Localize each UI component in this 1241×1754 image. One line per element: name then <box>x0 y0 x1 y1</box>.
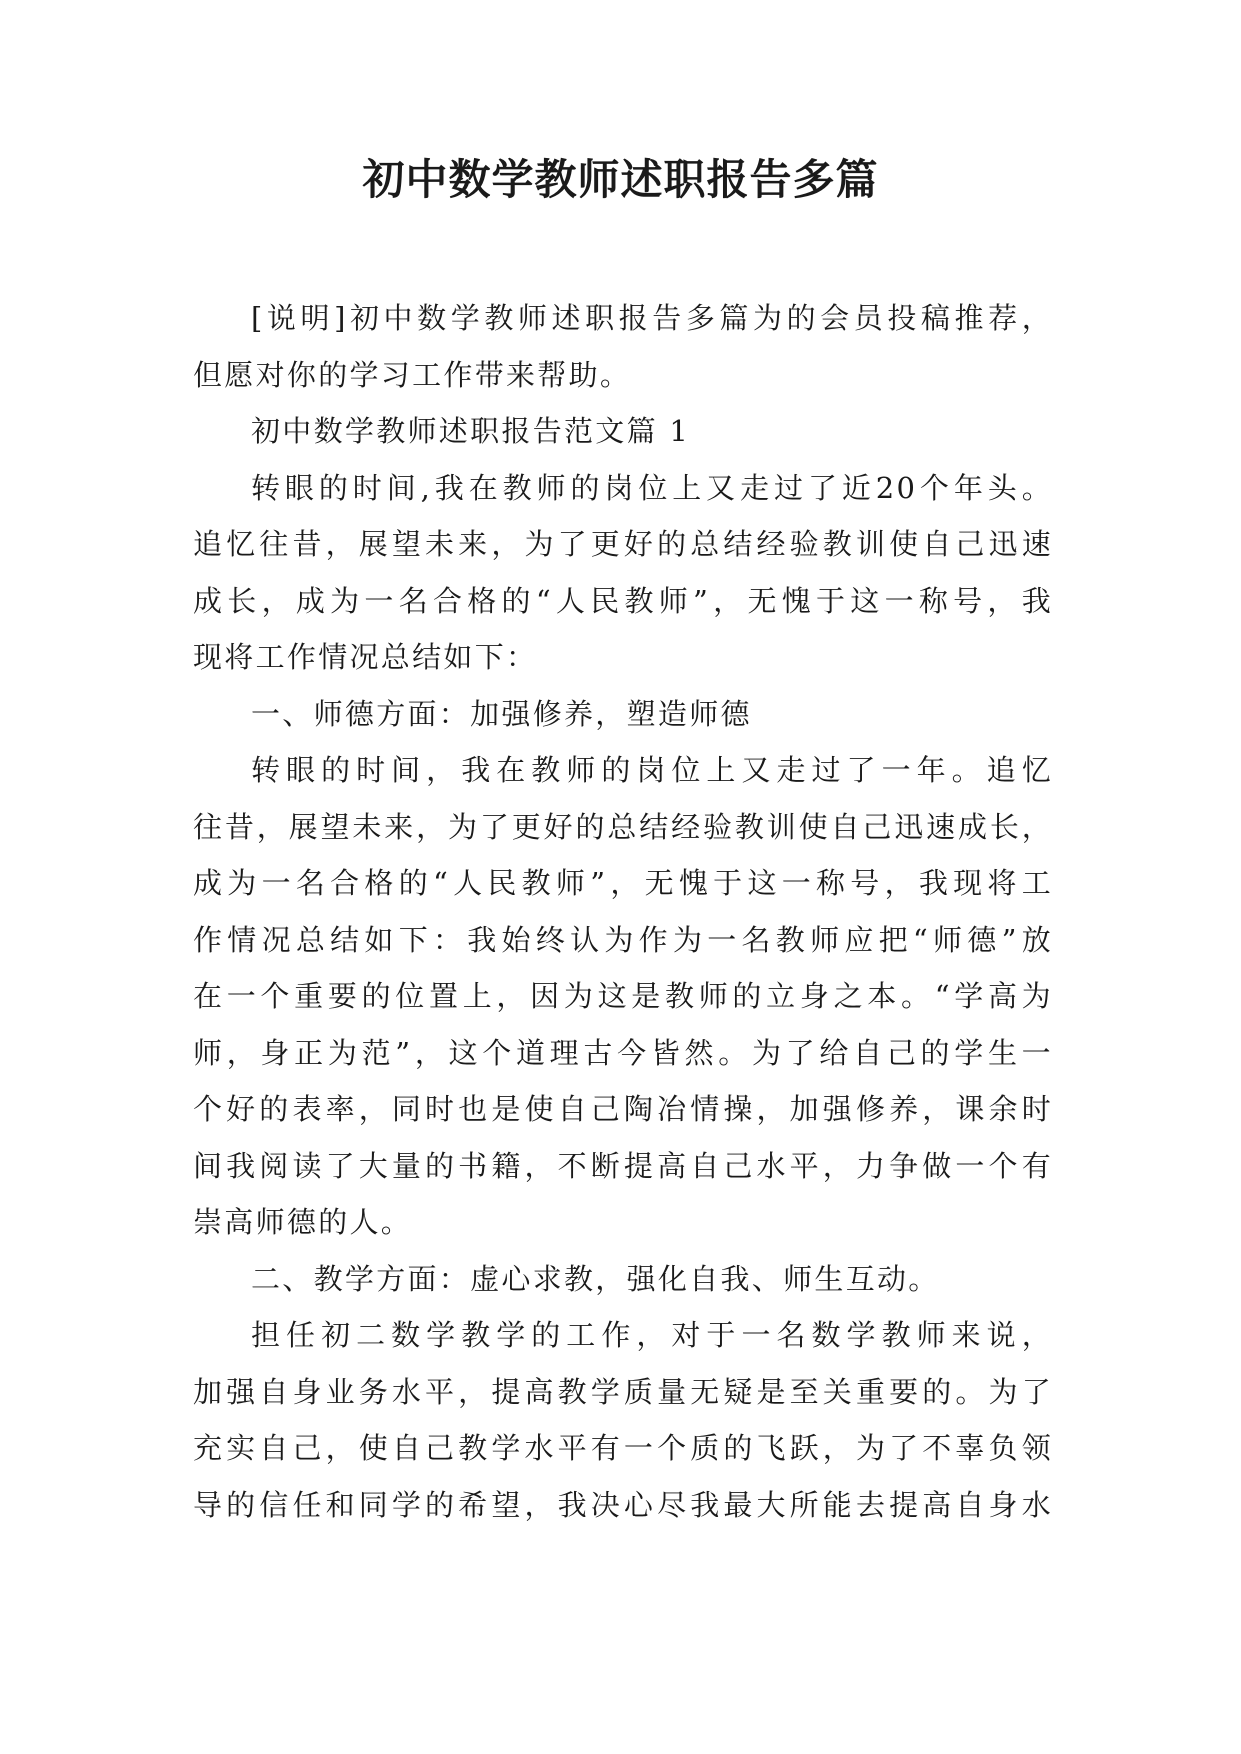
heading-ethics: 一、师德方面：加强修养，塑造师德 <box>251 696 752 731</box>
p2-line-3: 成为一名合格的“人民教师”，无愧于这一称号，我现将工 <box>193 866 1053 900</box>
p3-line-1: 担任初二数学教学的工作，对于一名数学教师来说， <box>251 1318 1053 1352</box>
p2-line-7: 个好的表率，同时也是使自己陶冶情操，加强修养，课余时 <box>193 1092 1053 1126</box>
heading-teaching: 二、教学方面：虚心求教，强化自我、师生互动。 <box>251 1261 940 1296</box>
p1-line-4: 现将工作情况总结如下： <box>193 640 538 674</box>
paragraph-3 <box>193 1307 1053 1533</box>
p1-line-2: 追忆往昔，展望未来，为了更好的总结经验教训使自己迅速 <box>193 527 1053 561</box>
paragraph-1 <box>193 460 1053 686</box>
p2-line-1: 转眼的时间，我在教师的岗位上又走过了一年。追忆 <box>251 753 1053 787</box>
section-heading: 初中数学教师述职报告范文篇 1 <box>251 414 691 448</box>
document-title: 初中数学教师述职报告多篇 <box>362 155 879 204</box>
p2-line-6: 师，身正为范”，这个道理古今皆然。为了给自己的学生一 <box>193 1035 1053 1070</box>
p3-line-3: 充实自己，使自己教学水平有一个质的飞跃，为了不辜负领 <box>193 1431 1053 1465</box>
intro-paragraph <box>193 290 1053 403</box>
p2-line-4: 作情况总结如下：我始终认为作为一名教师应把“师德”放 <box>193 922 1053 957</box>
p2-line-2: 往昔，展望未来，为了更好的总结经验教训使自己迅速成长， <box>193 809 1053 844</box>
p1-line-1: 转眼的时间,我在教师的岗位上又走过了近20个年头。 <box>251 470 1053 505</box>
p1-line-3: 成长，成为一名合格的“人民教师”，无愧于这一称号，我 <box>193 583 1053 618</box>
p2-line-8: 间我阅读了大量的书籍，不断提高自己水平，力争做一个有 <box>193 1148 1053 1183</box>
document-body <box>193 290 1053 1533</box>
p3-line-2: 加强自身业务水平，提高教学质量无疑是至关重要的。为了 <box>193 1374 1053 1409</box>
intro-line-1: [说明]初中数学教师述职报告多篇为的会员投稿推荐， <box>251 301 1053 335</box>
p2-line-9: 崇高师德的人。 <box>193 1205 413 1239</box>
p3-line-4: 导的信任和同学的希望，我决心尽我最大所能去提高自身水 <box>193 1487 1053 1522</box>
p2-line-5: 在一个重要的位置上，因为这是教师的立身之本。“学高为 <box>193 979 1053 1013</box>
paragraph-2 <box>193 742 1053 1251</box>
intro-line-2: 但愿对你的学习工作带来帮助。 <box>193 357 632 392</box>
